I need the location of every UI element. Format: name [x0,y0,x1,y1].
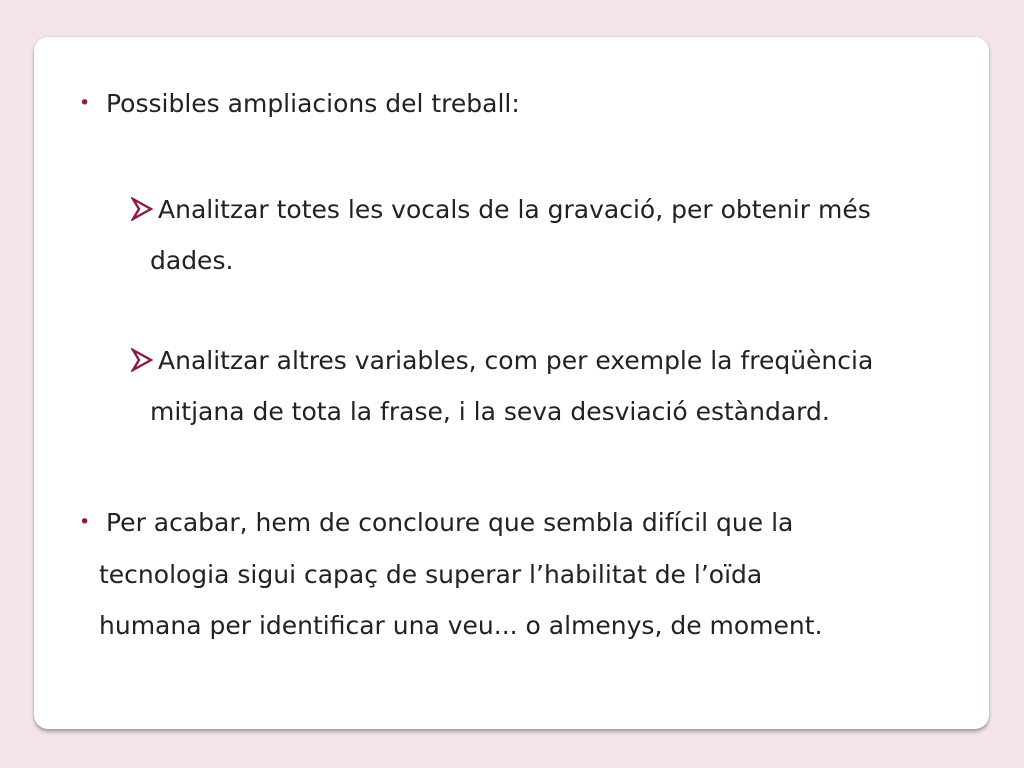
arrow-bullet-icon [131,348,153,372]
subitem-2-line-1: Analitzar altres variables, com per exemple la freqüència [158,346,874,375]
arrow-bullet-icon [131,197,153,221]
bullet-2-line-1: Per acabar, hem de concloure que sembla difícil que la [106,508,794,537]
bullet-1-text: Possibles ampliacions del treball: [106,89,520,118]
bullet-dot-icon: • [79,511,91,533]
bullet-2-line-3: humana per identificar una veu... o almenys, de moment. [99,611,823,640]
bullet-2-line-2: tecnologia sigui capaç de superar l’habilitat de l’oïda [99,560,763,589]
bullet-dot-icon: • [79,92,91,114]
subitem-1-line-2: dades. [150,246,234,275]
subitem-1-line-1: Analitzar totes les vocals de la gravació, per obtenir més [158,195,871,224]
subitem-2-line-2: mitjana de tota la frase, i la seva desviació estàndard. [150,397,830,426]
